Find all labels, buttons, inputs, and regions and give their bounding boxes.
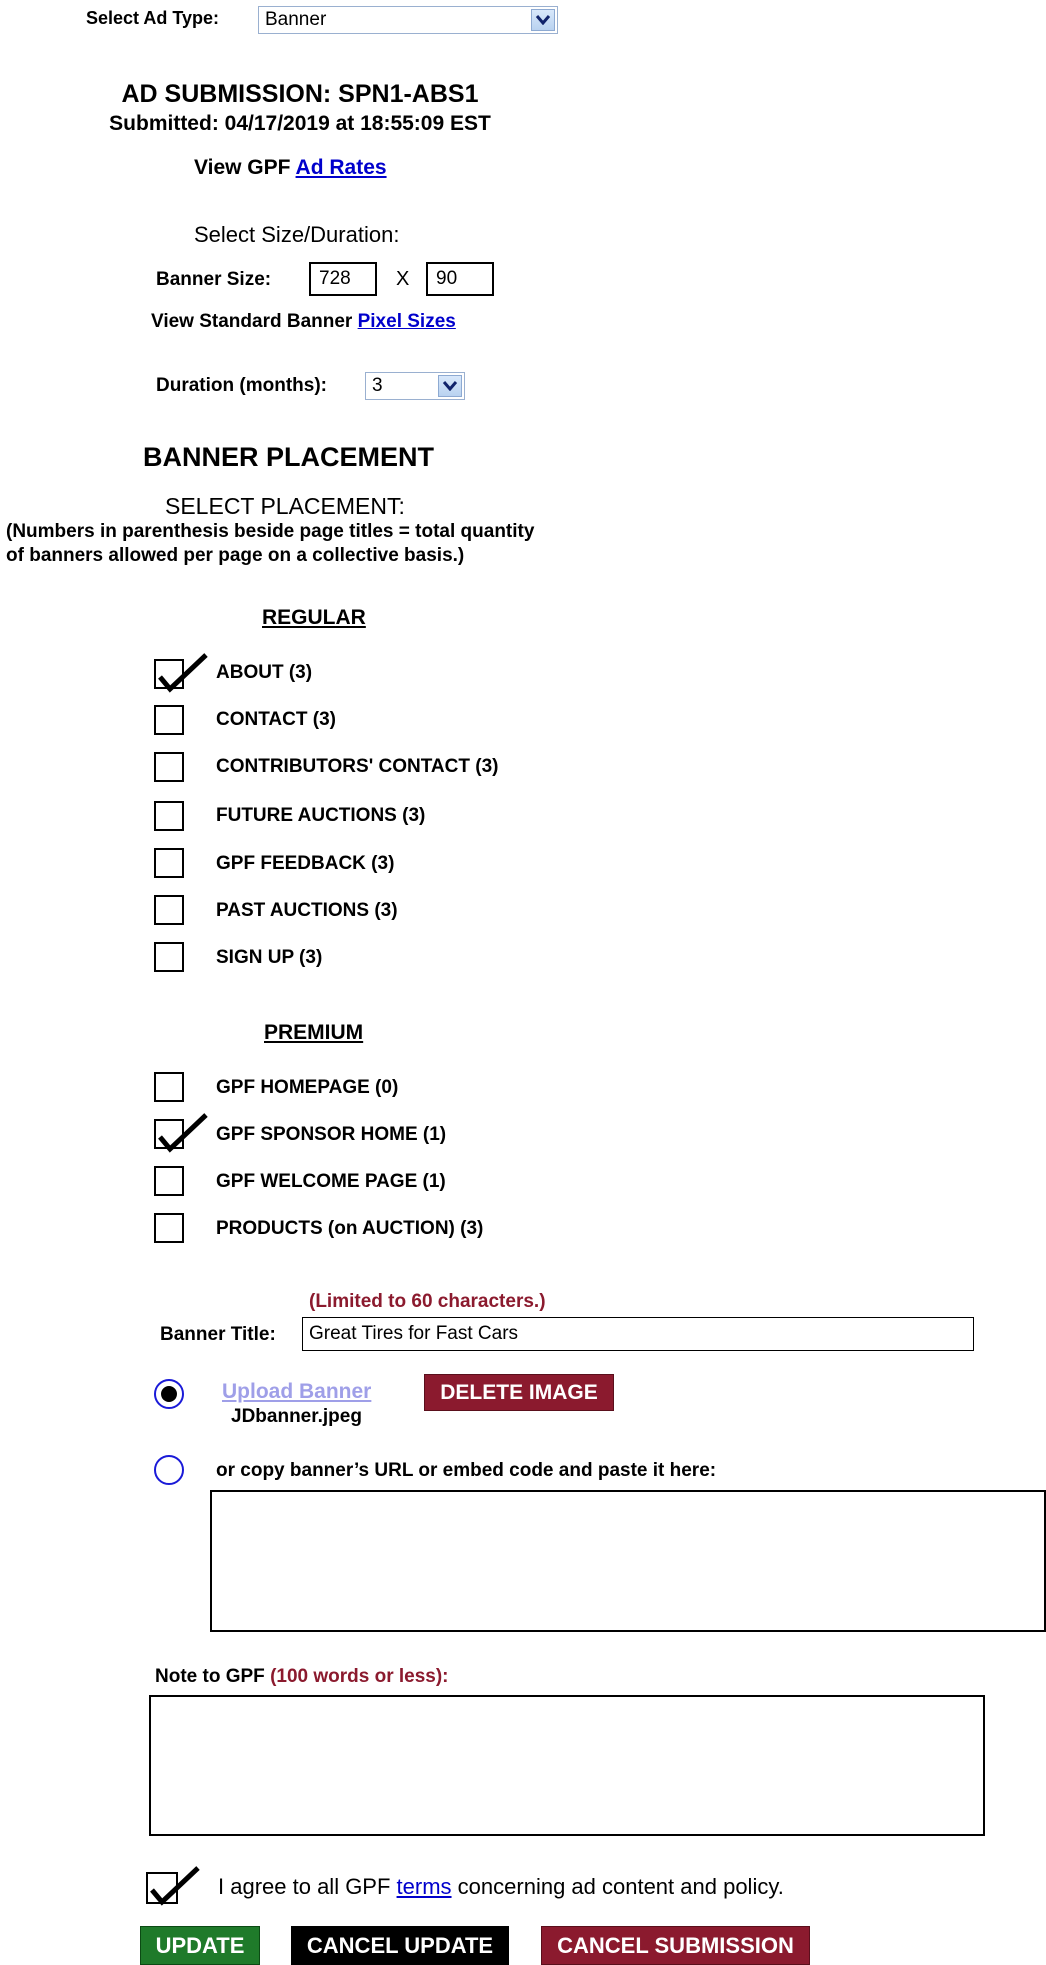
chevron-down-icon (438, 375, 462, 397)
pixel-sizes-prefix: View Standard Banner (151, 311, 353, 332)
agree-prefix: I agree to all GPF (218, 1874, 391, 1899)
title-limit-note: (Limited to 60 characters.) (309, 1291, 546, 1312)
cancel-update-button[interactable]: CANCEL UPDATE (291, 1926, 509, 1965)
premium-heading: PREMIUM (264, 1021, 364, 1044)
radio-upload-banner[interactable] (154, 1379, 184, 1409)
note-limit: (100 words or less): (270, 1666, 449, 1687)
checkbox-future-auctions[interactable] (154, 801, 184, 831)
checkbox-contact[interactable] (154, 705, 184, 735)
agree-checkbox[interactable] (146, 1872, 178, 1904)
pixel-sizes-link[interactable]: Pixel Sizes (357, 311, 456, 332)
checkbox-contributors-contact[interactable] (154, 752, 184, 782)
regular-item-gpf-feedback: GPF FEEDBACK (3) (216, 853, 395, 874)
ad-type-value: Banner (265, 9, 327, 30)
regular-item-sign-up: SIGN UP (3) (216, 947, 323, 968)
chevron-down-icon (531, 9, 555, 31)
size-separator: X (396, 268, 410, 290)
placement-note-line2: of banners allowed per page on a collective basis.) (6, 545, 465, 566)
submitted-timestamp: Submitted: 04/17/2019 at 18:55:09 EST (109, 112, 491, 135)
premium-item-gpf-sponsor-home: GPF SPONSOR HOME (1) (216, 1124, 447, 1145)
regular-heading: REGULAR (262, 606, 366, 629)
regular-item-about: ABOUT (3) (216, 662, 313, 683)
regular-item-contact: CONTACT (3) (216, 709, 336, 730)
banner-placement-heading: BANNER PLACEMENT (143, 442, 435, 472)
agree-suffix: concerning ad content and policy. (457, 1874, 784, 1899)
banner-height-input[interactable]: 90 (426, 262, 494, 296)
checkbox-gpf-welcome-page[interactable] (154, 1166, 184, 1196)
checkbox-sign-up[interactable] (154, 942, 184, 972)
regular-item-future-auctions: FUTURE AUCTIONS (3) (216, 805, 426, 826)
banner-size-label: Banner Size: (156, 269, 272, 290)
note-textarea[interactable] (149, 1695, 985, 1836)
ad-type-select[interactable] (258, 6, 558, 34)
banner-title-input[interactable]: Great Tires for Fast Cars (302, 1317, 974, 1351)
terms-link[interactable]: terms (396, 1874, 452, 1899)
ad-rates-line (194, 156, 387, 180)
banner-url-label: or copy banner’s URL or embed code and paste it here: (216, 1460, 717, 1481)
duration-label: Duration (months): (156, 375, 327, 396)
checkmark-icon (154, 647, 210, 693)
checkbox-about[interactable] (154, 659, 184, 689)
regular-item-past-auctions: PAST AUCTIONS (3) (216, 900, 398, 921)
note-label-line (155, 1666, 449, 1688)
premium-item-gpf-homepage: GPF HOMEPAGE (0) (216, 1077, 399, 1098)
ad-rates-link[interactable]: Ad Rates (295, 156, 387, 179)
regular-item-contributors-contact: CONTRIBUTORS' CONTACT (3) (216, 756, 499, 777)
checkmark-icon (146, 1860, 202, 1906)
checkbox-gpf-homepage[interactable] (154, 1072, 184, 1102)
radio-banner-url[interactable] (154, 1455, 184, 1485)
banner-width-input[interactable]: 728 (309, 262, 377, 296)
upload-banner-link[interactable]: Upload Banner (222, 1380, 372, 1403)
pixel-sizes-line (151, 311, 456, 333)
premium-item-products-on-auction: PRODUCTS (on AUCTION) (3) (216, 1218, 484, 1239)
checkbox-past-auctions[interactable] (154, 895, 184, 925)
checkmark-icon (154, 1107, 210, 1153)
select-placement-heading: SELECT PLACEMENT: (165, 493, 405, 519)
duration-select[interactable] (365, 372, 465, 400)
ad-type-label: Select Ad Type: (86, 8, 220, 28)
update-button[interactable]: UPDATE (140, 1926, 260, 1965)
delete-image-button[interactable]: DELETE IMAGE (424, 1374, 614, 1411)
placement-note-line1: (Numbers in parenthesis beside page titles = total quantity (6, 521, 535, 542)
checkbox-gpf-feedback[interactable] (154, 848, 184, 878)
banner-title-label: Banner Title: (160, 1324, 276, 1345)
page-title: AD SUBMISSION: SPN1-ABS1 (121, 80, 479, 108)
agree-text (218, 1874, 784, 1900)
cancel-submission-button[interactable]: CANCEL SUBMISSION (541, 1926, 810, 1965)
radio-selected-dot (161, 1386, 177, 1402)
ad-rates-prefix: View GPF (194, 156, 291, 179)
duration-value: 3 (372, 375, 383, 396)
checkbox-products-on-auction[interactable] (154, 1213, 184, 1243)
size-duration-heading: Select Size/Duration: (194, 222, 400, 247)
banner-url-textarea[interactable] (210, 1490, 1046, 1632)
note-label: Note to GPF (155, 1666, 265, 1687)
premium-item-gpf-welcome-page: GPF WELCOME PAGE (1) (216, 1171, 446, 1192)
checkbox-gpf-sponsor-home[interactable] (154, 1119, 184, 1149)
uploaded-file-name: JDbanner.jpeg (231, 1406, 362, 1427)
